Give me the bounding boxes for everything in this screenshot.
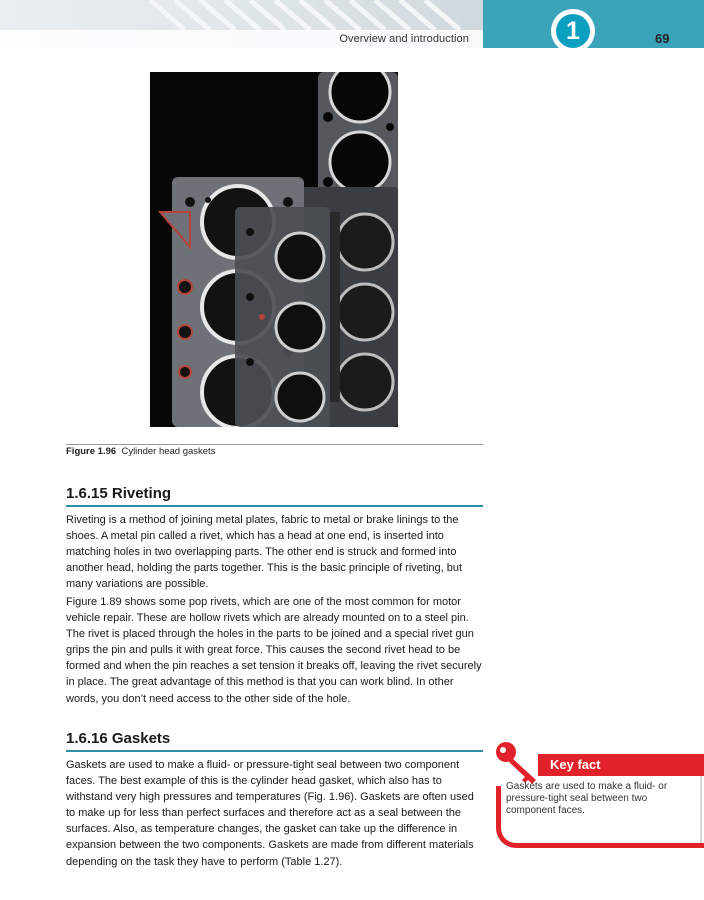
running-header-title: Overview and introduction (339, 33, 469, 45)
chapter-badge (551, 9, 595, 53)
figure-rule (66, 444, 483, 445)
key-icon (492, 740, 548, 786)
section-heading-riveting: 1.6.15 Riveting (66, 485, 172, 502)
page-number: 69 (655, 31, 670, 46)
key-fact-title: Key fact (550, 757, 601, 772)
section-rule-gaskets (66, 750, 483, 752)
figure-caption (66, 446, 215, 457)
key-fact-box (492, 740, 704, 850)
section-rule-riveting (66, 505, 483, 507)
section-heading-gaskets: 1.6.16 Gaskets (66, 730, 171, 747)
chapter-number: 1 (556, 14, 590, 48)
cylinder-head-gaskets-photo (150, 72, 398, 427)
key-fact-text: Gaskets are used to make a fluid- or pressure-tight seal between two component faces. (506, 781, 668, 817)
gasket-centre (235, 207, 330, 427)
figure-label: Figure 1.96 (66, 446, 117, 457)
figure-caption-text: Cylinder head gaskets (121, 446, 216, 457)
paragraph-riveting-1: Riveting is a method of joining metal plates, fabric to metal or brake linings to the shoes. A metal pin called a rivet, which has a head at one end, is inserted into matching holes in two overlapping parts. The other end is struck and formed into another head, holding the parts together. This is the basic principle of riveting, but many variations are possible. (66, 514, 463, 591)
paragraph-riveting-2: Figure 1.89 shows some pop rivets, which are one of the most common for motor vehicle repair. These are hollow rivets which are already mounted on to a steel pin. The rivet is placed through the holes in the parts to be joined and a special rivet gun grips the pin and pulls it with great force. This causes the second rivet head to be formed and when the pin reaches a set tension it breaks off, leaving the rivet securely in place. The great advantage of this method is that you can work blind. In other words, you don’t need access to the other side of the hole. (66, 596, 482, 705)
paragraph-gaskets-1: Gaskets are used to make a fluid- or pressure-tight seal between two component faces. The best example of this is the cylinder head gasket, which also has to withstand very high pressures and temperatures (Fig. 1.96). Gaskets are often used to make up for less than perfect surfaces and therefore act as a seal between the surfaces. Also, as temperature changes, the gasket can take up the difference in expansion between the two components. Gaskets are made from different materials depending on the task they have to perform (Table 1.27). (66, 759, 474, 868)
